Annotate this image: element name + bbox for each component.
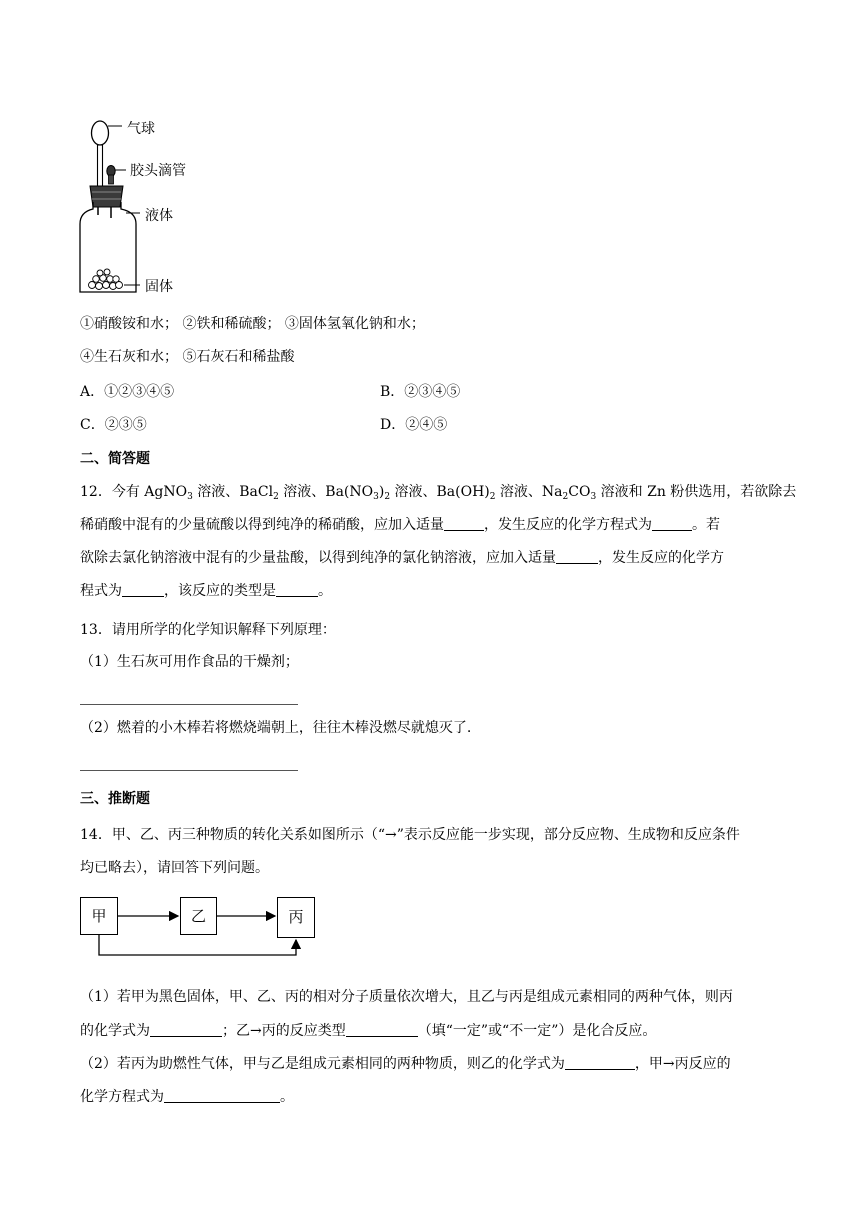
q13-stem: 13．请用所学的化学知识解释下列原理： [80,622,336,638]
answer-blank[interactable] [276,582,318,597]
answer-line[interactable] [80,704,298,705]
option-b[interactable] [380,381,460,401]
q13-part2: （2）燃着的小木棒若将燃烧端朝上，往往木棒没燃尽就熄灭了. [80,720,472,736]
q14-part2-line2: 化学方程式为 。 [80,1089,294,1105]
solid-granules-icon [89,269,123,290]
label-liquid: 液体 [145,208,173,224]
q12-line2: 稀硝酸中混有的少量硫酸以得到纯净的稀硝酸，应加入适量 ，发生反应的化学方程式为 。若 [80,517,720,533]
node-bing: 丙 [277,897,315,938]
label-dropper: 胶头滴管 [130,163,186,179]
node-yi: 乙 [180,897,217,935]
option-letter: B． [380,384,405,400]
answer-blank[interactable] [652,516,692,531]
q14-stem-line1: 14．甲、乙、丙三种物质的转化关系如图所示（“→”表示反应能一步实现，部分反应物、生成物和反应条件 [80,827,740,843]
option-text: ①②③④⑤ [104,384,175,400]
answer-line[interactable] [80,770,298,771]
q13-part1: （1）生石灰可用作食品的干燥剂； [80,654,299,670]
q11-items-line2: ④生石灰和水； ⑤石灰石和稀盐酸 [80,349,295,365]
option-a[interactable] [80,381,174,401]
q12-line4: 程式为 ，该反应的类型是 。 [80,583,332,599]
section-3-title: 三、推断题 [80,791,150,807]
option-letter: C． [80,417,105,433]
answer-blank[interactable] [346,1022,418,1037]
answer-blank[interactable] [122,582,164,597]
answer-blank[interactable] [150,1022,222,1037]
answer-blank[interactable] [444,516,484,531]
option-text: ②③④⑤ [404,384,461,400]
answer-blank[interactable] [556,549,598,564]
node-jia: 甲 [80,897,118,935]
answer-blank[interactable] [164,1088,280,1103]
q14-part2-line1: （2）若丙为助燃性气体，甲与乙是组成元素相同的两种物质，则乙的化学式为 ，甲→丙反应的 [80,1056,731,1072]
q14-part1-line1: （1）若甲为黑色固体，甲、乙、丙的相对分子质量依次增大，且乙与丙是组成元素相同的两种气体，则丙 [80,989,733,1005]
q14-stem-line2: 均已略去），请回答下列问题。 [80,860,269,876]
label-solid: 固体 [145,279,173,295]
arrow-jia-bing [99,935,296,955]
apparatus-figure [78,112,198,302]
section-2-title: 二、简答题 [80,451,150,467]
answer-blank[interactable] [565,1055,635,1070]
q14-part1-line2: 的化学式为 ；乙→丙的反应类型 （填“一定”或“不一定”）是化合反应。 [80,1023,657,1039]
option-letter: D． [380,417,406,433]
option-text: ②③⑤ [104,417,147,433]
option-text: ②④⑤ [405,417,448,433]
q12-line3: 欲除去氯化钠溶液中混有的少量盐酸，以得到纯净的氯化钠溶液，应加入适量 ，发生反应的化学方 [80,550,724,566]
q11-items-line1: ①硝酸铵和水； ②铁和稀硫酸； ③固体氢氧化钠和水； [80,316,425,332]
label-balloon: 气球 [127,121,155,137]
option-letter: A． [80,384,105,400]
q12-line1: 12．今有 AgNO$_3$ 溶液、BaCl$_2$ 溶液、$Ba(NO_3)_2$ 溶液、$Ba(OH)_2$ 溶液、$Na_2CO_3$ 溶液和 Zn 粉供选用，若欲除去 [80,484,797,502]
option-d[interactable] [380,414,447,434]
option-c[interactable] [80,414,147,434]
balloon-icon [92,121,109,145]
